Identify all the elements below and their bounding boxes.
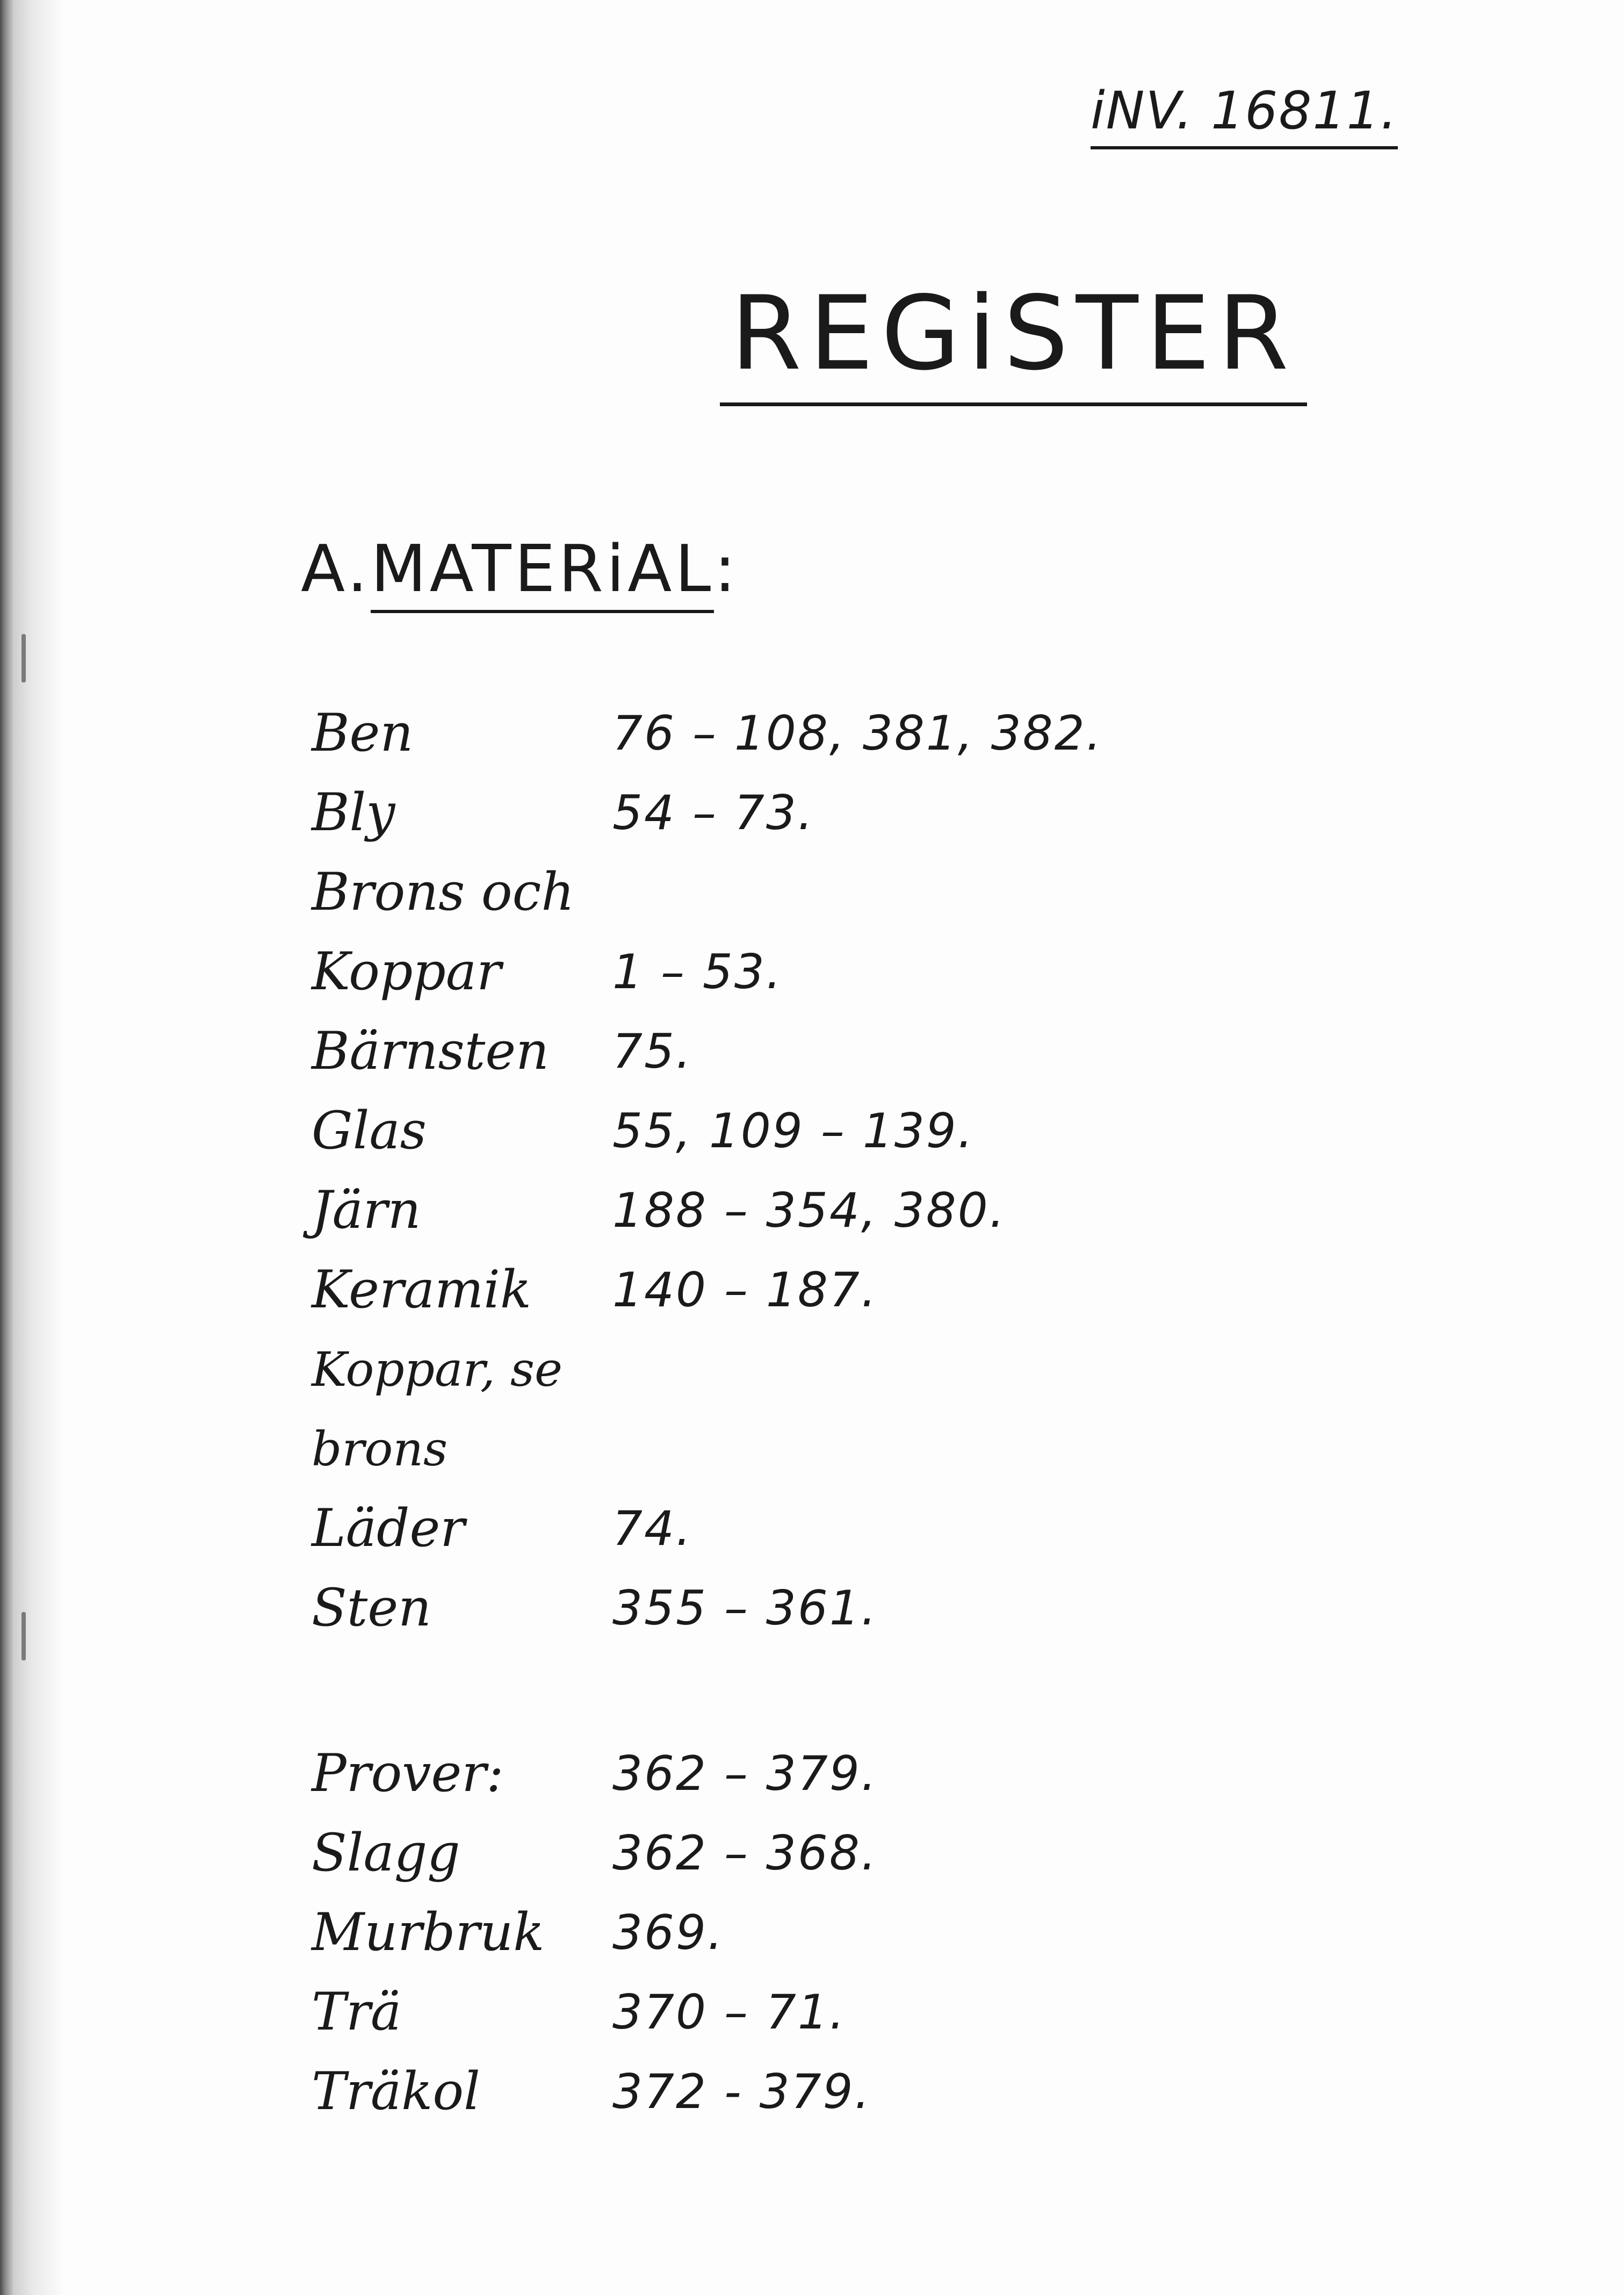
entry-pages: 188 – 354, 380.: [612, 1182, 1006, 1238]
entry-term: Koppar: [312, 941, 501, 1002]
entry-term: Keramik: [312, 1260, 531, 1320]
entry-term: Prover:: [312, 1743, 504, 1803]
register-entry: [312, 1972, 1171, 2052]
inventory-number: iNV. 16811.: [1091, 81, 1398, 149]
entry-term: brons: [312, 1421, 448, 1477]
entry-term: Murbruk: [312, 1902, 545, 1962]
binding-stitch: [21, 634, 26, 682]
entry-pages: 76 – 108, 381, 382.: [612, 705, 1103, 761]
section-suffix: :: [714, 532, 739, 607]
entry-pages: 75.: [612, 1023, 692, 1079]
entry-pages: 54 – 73.: [612, 785, 814, 840]
section-heading: [301, 532, 739, 607]
entry-term: Bly: [312, 782, 395, 843]
entry-pages: 372 - 379.: [612, 2063, 871, 2119]
binding-edge: [0, 0, 64, 2295]
entry-pages: 55, 109 – 139.: [612, 1103, 975, 1159]
register-entry: [312, 1813, 1171, 1893]
entry-term: Träkol: [312, 2061, 480, 2121]
register-entries: [312, 693, 1171, 2131]
page-title: REGiSTER: [720, 274, 1307, 406]
entry-pages: 1 – 53.: [612, 944, 783, 999]
entry-term: Slagg: [312, 1823, 460, 1883]
entry-term: Koppar, se: [312, 1341, 563, 1397]
entry-pages: 362 – 368.: [612, 1825, 878, 1881]
entry-pages: 362 – 379.: [612, 1745, 878, 1801]
entry-term: Glas: [312, 1100, 427, 1161]
entry-pages: 355 – 361.: [612, 1580, 878, 1636]
register-entry: [312, 1329, 1171, 1409]
section-letter: A.: [301, 532, 371, 607]
register-entry: [312, 1250, 1171, 1329]
entry-pages: 370 – 71.: [612, 1984, 846, 2040]
entry-term: Järn: [312, 1180, 421, 1240]
entry-term: Trä: [312, 1982, 402, 2042]
entry-term: Ben: [312, 703, 414, 763]
register-entry: [312, 1893, 1171, 1972]
entry-pages: 140 – 187.: [612, 1262, 878, 1318]
register-entry: [312, 1733, 1171, 1813]
entry-pages: 74.: [612, 1500, 692, 1556]
entry-term: Brons och: [312, 862, 575, 922]
entry-pages: 369.: [612, 1904, 724, 1960]
register-entry: [312, 1409, 1171, 1488]
entry-term: Bärnsten: [312, 1021, 549, 1081]
binding-stitch: [21, 1612, 26, 1660]
register-entry: [312, 1568, 1171, 1647]
register-entry: [312, 1011, 1171, 1091]
register-entry: [312, 1091, 1171, 1170]
register-entry: [312, 932, 1171, 1011]
register-entry: [312, 693, 1171, 773]
section-name: MATERiAL: [371, 532, 714, 613]
register-spacer: [312, 1647, 1171, 1733]
register-entry: [312, 852, 1171, 932]
register-entry: [312, 773, 1171, 852]
entry-term: Läder: [312, 1498, 465, 1558]
register-entry: [312, 1488, 1171, 1568]
entry-term: Sten: [312, 1578, 431, 1638]
register-entry: [312, 2052, 1171, 2131]
register-entry: [312, 1170, 1171, 1250]
